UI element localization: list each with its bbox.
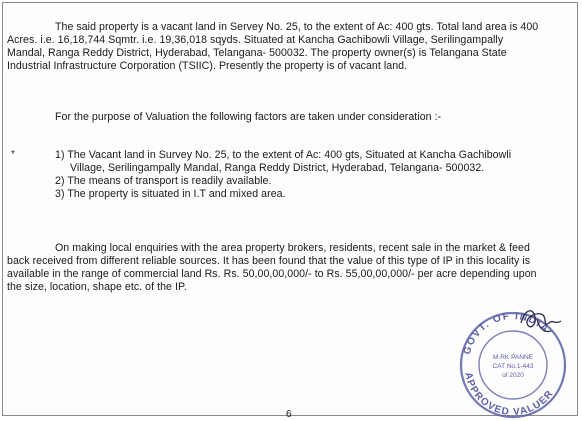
paragraph-valuation-intro: For the purpose of Valuation the following factors are taken under consideration :-: [55, 111, 442, 123]
text-line: Mandal, Ranga Reddy District, Hyderabad, Telangana- 500032. The property owner(s) is Telangana State: [7, 47, 507, 59]
page-number: 6: [286, 409, 292, 420]
seal-ring-bottom-text: APPROVED VALUER: [462, 371, 556, 419]
document-page: [2, 2, 578, 420]
seal-ring-top-text: GOVT. OF INDIA: [461, 310, 552, 356]
text-line: On making local enquiries with the area property brokers, residents, recent sale in the market & feed: [55, 242, 530, 254]
list-item-continuation: Village, Serilingampally Mandal, Ranga Reddy District, Hyderabad, Telangana- 500032.: [70, 162, 485, 174]
text-line: available in the range of commercial land Rs. Rs. 50,00,00,000/- to Rs. 55,00,00,000/- per acre depending upon: [7, 268, 537, 280]
text-line: Industrial Infrastructure Corporation (TSIIC). Presently the property is of vacant land.: [7, 60, 408, 72]
approved-valuer-seal: [451, 301, 571, 421]
list-item: 3) The property is situated in I.T and mixed area.: [55, 188, 286, 200]
text-line: the size, location, shape etc. of the IP.: [7, 281, 187, 293]
text-line: back received from different reliable sources. It has been found that the value of this type of IP in this locality is: [7, 255, 531, 267]
svg-text:GOVT. OF INDIA: [462, 311, 551, 356]
seal-center-line: M.RK PANNE: [493, 354, 533, 361]
list-item: 2) The means of transport is readily available.: [55, 175, 272, 187]
seal-center-line: CAT No.1-443: [492, 363, 534, 370]
text-line: The said property is a vacant land in Servey No. 25, to the extent of Ac: 400 gts. Total land area is 400: [55, 21, 539, 33]
text-line: Acres. i.e. 16,18,744 Sqmtr. i.e. 19,36,018 sqyds. Situated at Kancha Gachibowli Village, Serilingampally: [7, 34, 504, 46]
list-item: 1) The Vacant land in Survey No. 25, to the extent of Ac: 400 gts, Situated at Kancha Gachibowli: [55, 149, 512, 161]
list-marker: *: [11, 149, 15, 160]
seal-center-line: of 2020: [502, 372, 524, 379]
